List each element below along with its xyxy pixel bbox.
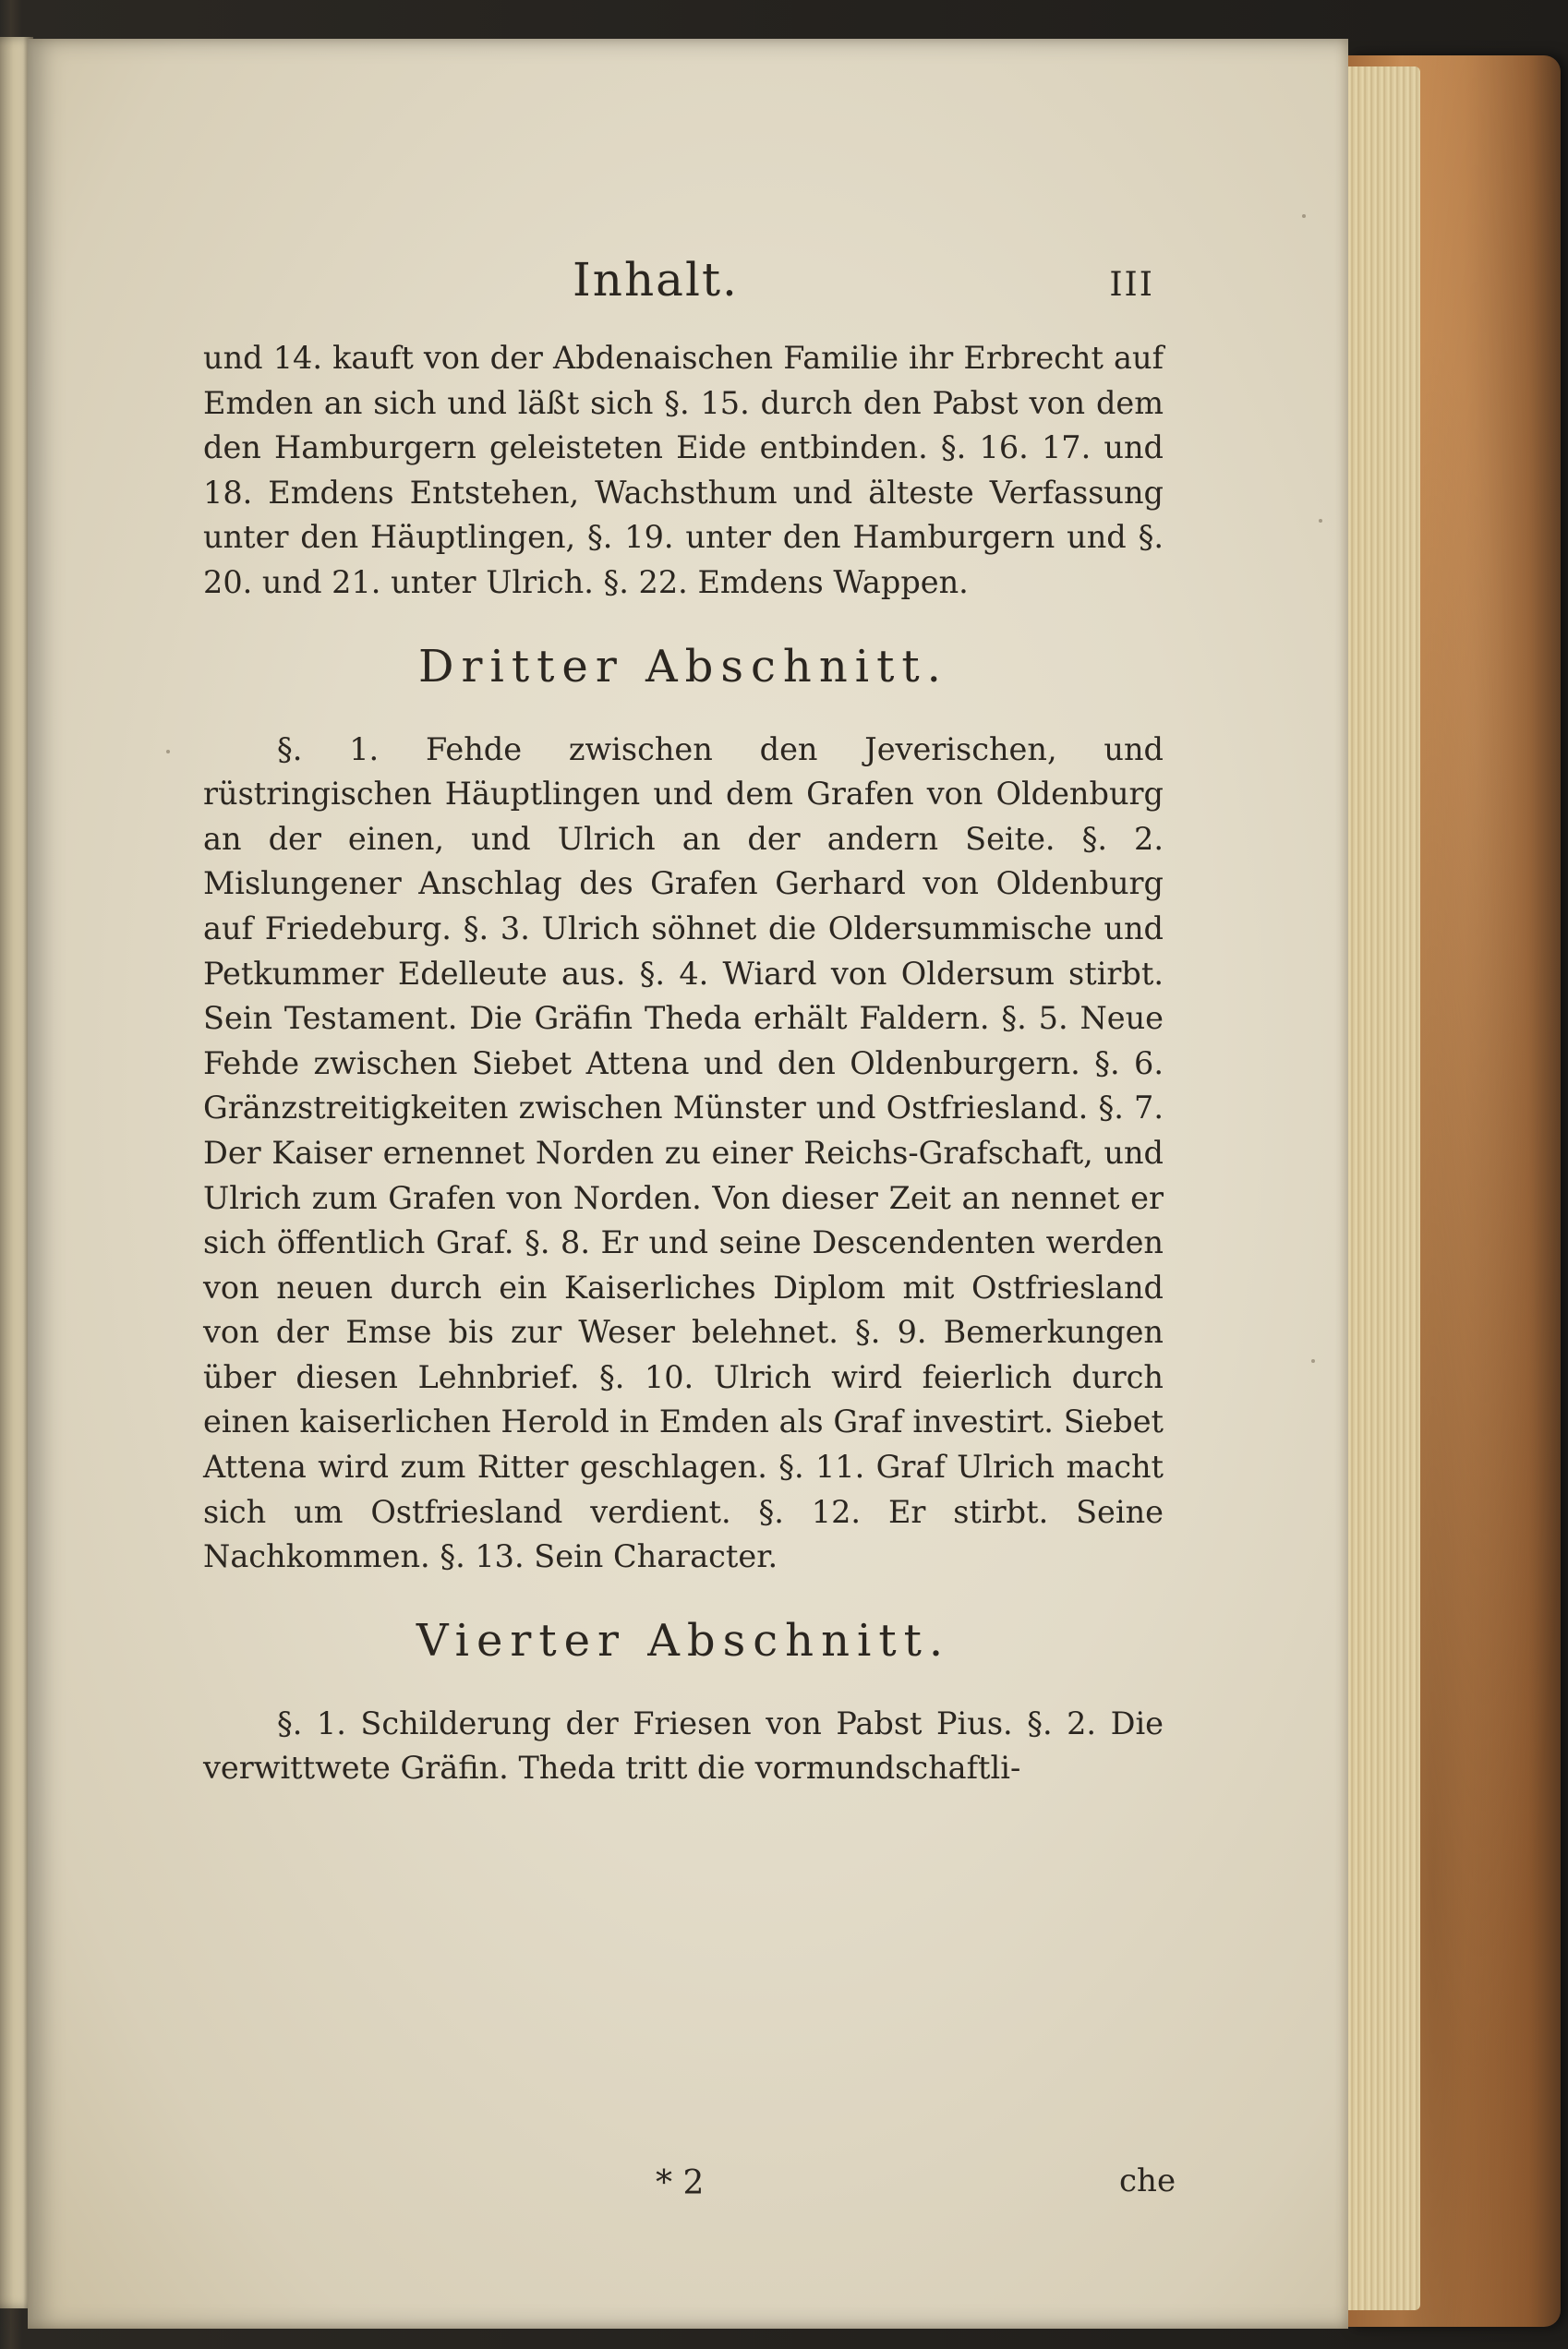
page-number: III bbox=[1109, 266, 1154, 304]
paper-speck bbox=[1302, 214, 1306, 218]
catchword: che bbox=[1119, 2162, 1176, 2199]
section-heading-vierter: Vierter Abschnitt. bbox=[416, 1614, 951, 1667]
section-heading-dritter: Dritter Abschnitt. bbox=[418, 640, 948, 693]
paper-speck bbox=[1319, 519, 1322, 523]
signature-mark: * 2 bbox=[656, 2164, 705, 2202]
page-header bbox=[203, 253, 1164, 336]
book-page bbox=[28, 39, 1348, 2329]
section3-paragraph: §. 1. Fehde zwischen den Jeverischen, und rüstringischen Häuptlingen und dem Grafen von Oldenburg an der einen, und Ulrich an der andern Seite. §. 2. Mislungener Anschlag des Grafen Gerhard von Oldenburg auf Friedeburg. §. 3. Ulrich söhnet die Oldersummische und Petkummer Edelleute aus. §. 4. Wiard von Oldersum stirbt. Sein Testament. Die Gräfin Theda erhält Faldern. §. 5. Neue Fehde zwischen Siebet Attena und den Oldenburgern. §. 6. Gränzstreitigkeiten zwischen Münster und Ostfriesland. §. 7. Der Kaiser ernennet Norden zu einer Reichs-Grafschaft, und Ulrich zum Grafen von Norden. Von dieser Zeit an nennet er sich öffentlich Graf. §. 8. Er und seine Descendenten werden von neuen durch ein Kaiserliches Diplom mit Ostfriesland von der Emse bis zur Weser belehnet. §. 9. Bemerkungen über diesen Lehnbrief. §. 10. Ulrich wird feierlich durch einen kaiserlichen Herold in Emden als Graf investirt. Siebet Attena wird zum Ritter geschlagen. §. 11. Graf Ulrich macht sich um Ostfriesland verdient. §. 12. Er stirbt. Seine Nachkommen. §. 13. Sein Character. bbox=[203, 730, 1164, 1575]
page-text-block bbox=[203, 253, 1164, 1791]
section4-paragraph: §. 1. Schilderung der Friesen von Pabst Pius. §. 2. Die verwittwete Gräfin. Theda tritt die vormundschaftli- bbox=[203, 1705, 1164, 1787]
paper-speck bbox=[1311, 1359, 1315, 1363]
paper-speck bbox=[166, 750, 170, 753]
running-head: Inhalt. bbox=[573, 253, 739, 307]
intro-paragraph: und 14. kauft von der Abdenaischen Familie ihr Erbrecht auf Emden an sich und läßt sich §. 15. durch den Pabst von dem den Hamburgern geleisteten Eide entbinden. §. 16. 17. und 18. Emdens Entstehen, Wachsthum und älteste Verfassung unter den Häuptlingen, §. 19. unter den Hamburgern und §. 20. und 21. unter Ulrich. §. 22. Emdens Wappen. bbox=[203, 340, 1164, 600]
